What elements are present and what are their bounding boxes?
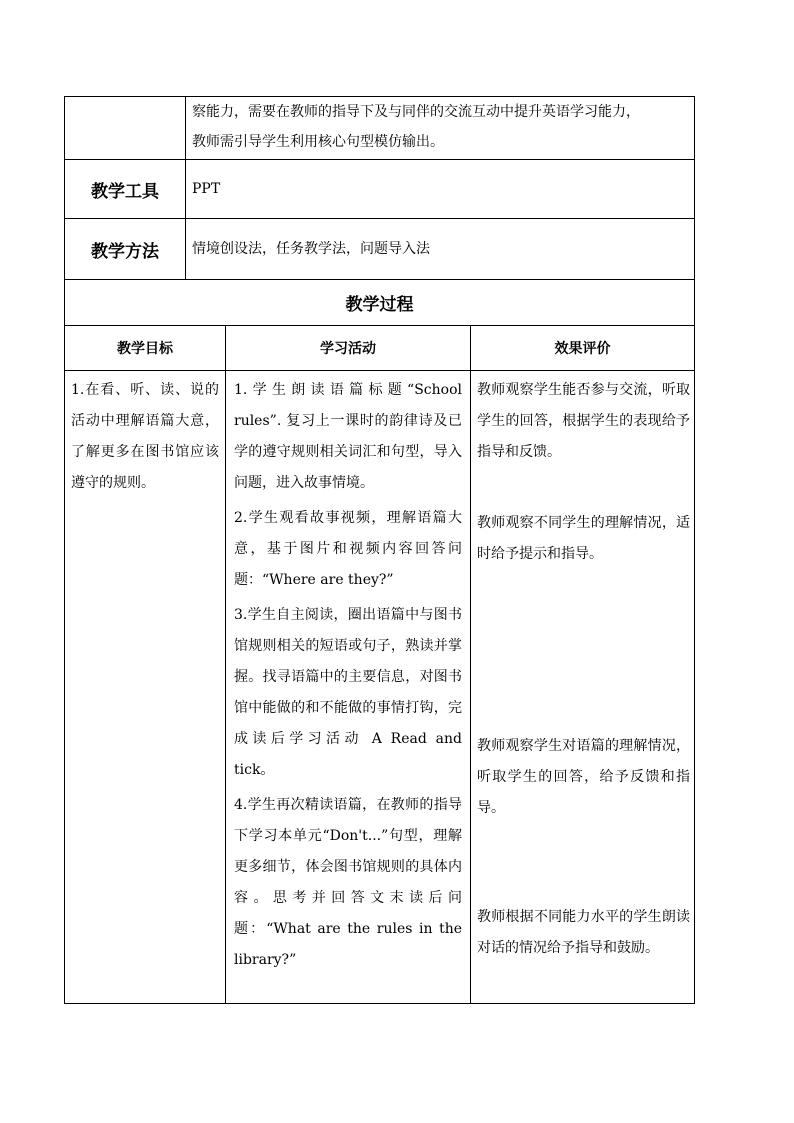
activity-item-3: 3.学生自主阅读，圈出语篇中与图书馆规则相关的短语或句子，熟读并掌握。找寻语篇中的主要信息，对图书馆中能做的和不能做的事情打钩，完成读后学习活动 A Read and tick。 bbox=[234, 607, 462, 778]
evaluation-item-2: 教师观察不同学生的理解情况，适时给予提示和指导。 bbox=[477, 515, 691, 562]
intro-line-1: 察能力，需要在教师的指导下及与同伴的交流互动中提升英语学习能力， bbox=[192, 104, 640, 120]
activity-item-2: 2.学生观看故事视频，理解语篇大意，基于图片和视频内容回答问题：“Where are they?” bbox=[234, 510, 462, 588]
activity-item-1: 1.学生朗读语篇标题“School rules”. 复习上一课时的韵律诗及已学的遵守规则相关词汇和句型，导入问题，进入故事情境。 bbox=[234, 382, 462, 491]
goal-cell bbox=[65, 371, 226, 1004]
column-header-evaluation: 效果评价 bbox=[471, 326, 695, 371]
evaluation-item-1: 教师观察学生能否参与交流，听取学生的回答，根据学生的表现给予指导和反馈。 bbox=[477, 382, 691, 460]
activity-item-4: 4.学生再次精读语篇，在教师的指导下学习本单元“Don't...”句型，理解更多细节，体会图书馆规则的具体内容。思考并回答文末读后问题：“What are the rules in the library?” bbox=[234, 797, 462, 968]
intro-cell bbox=[186, 97, 695, 160]
process-title: 教学过程 bbox=[65, 280, 695, 326]
column-header-goal: 教学目标 bbox=[65, 326, 226, 371]
goal-text: 1.在看、听、读、说的活动中理解语篇大意，了解更多在图书馆应该遵守的规则。 bbox=[71, 382, 219, 491]
column-header-activity: 学习活动 bbox=[226, 326, 471, 371]
intro-line-2: 教师需引导学生利用核心句型模仿输出。 bbox=[192, 134, 444, 150]
methods-value: 情境创设法，任务教学法，问题导入法 bbox=[186, 219, 695, 280]
methods-label: 教学方法 bbox=[65, 219, 186, 280]
evaluation-item-3: 教师观察学生对语篇的理解情况，听取学生的回答，给予反馈和指导。 bbox=[477, 738, 691, 816]
activity-cell bbox=[226, 371, 471, 1004]
lesson-plan-table bbox=[64, 96, 695, 1004]
empty-cell bbox=[65, 97, 186, 160]
tools-label: 教学工具 bbox=[65, 160, 186, 219]
evaluation-cell bbox=[471, 371, 695, 1004]
tools-value: PPT bbox=[186, 160, 695, 219]
evaluation-item-4: 教师根据不同能力水平的学生朗读对话的情况给予指导和鼓励。 bbox=[477, 909, 691, 956]
